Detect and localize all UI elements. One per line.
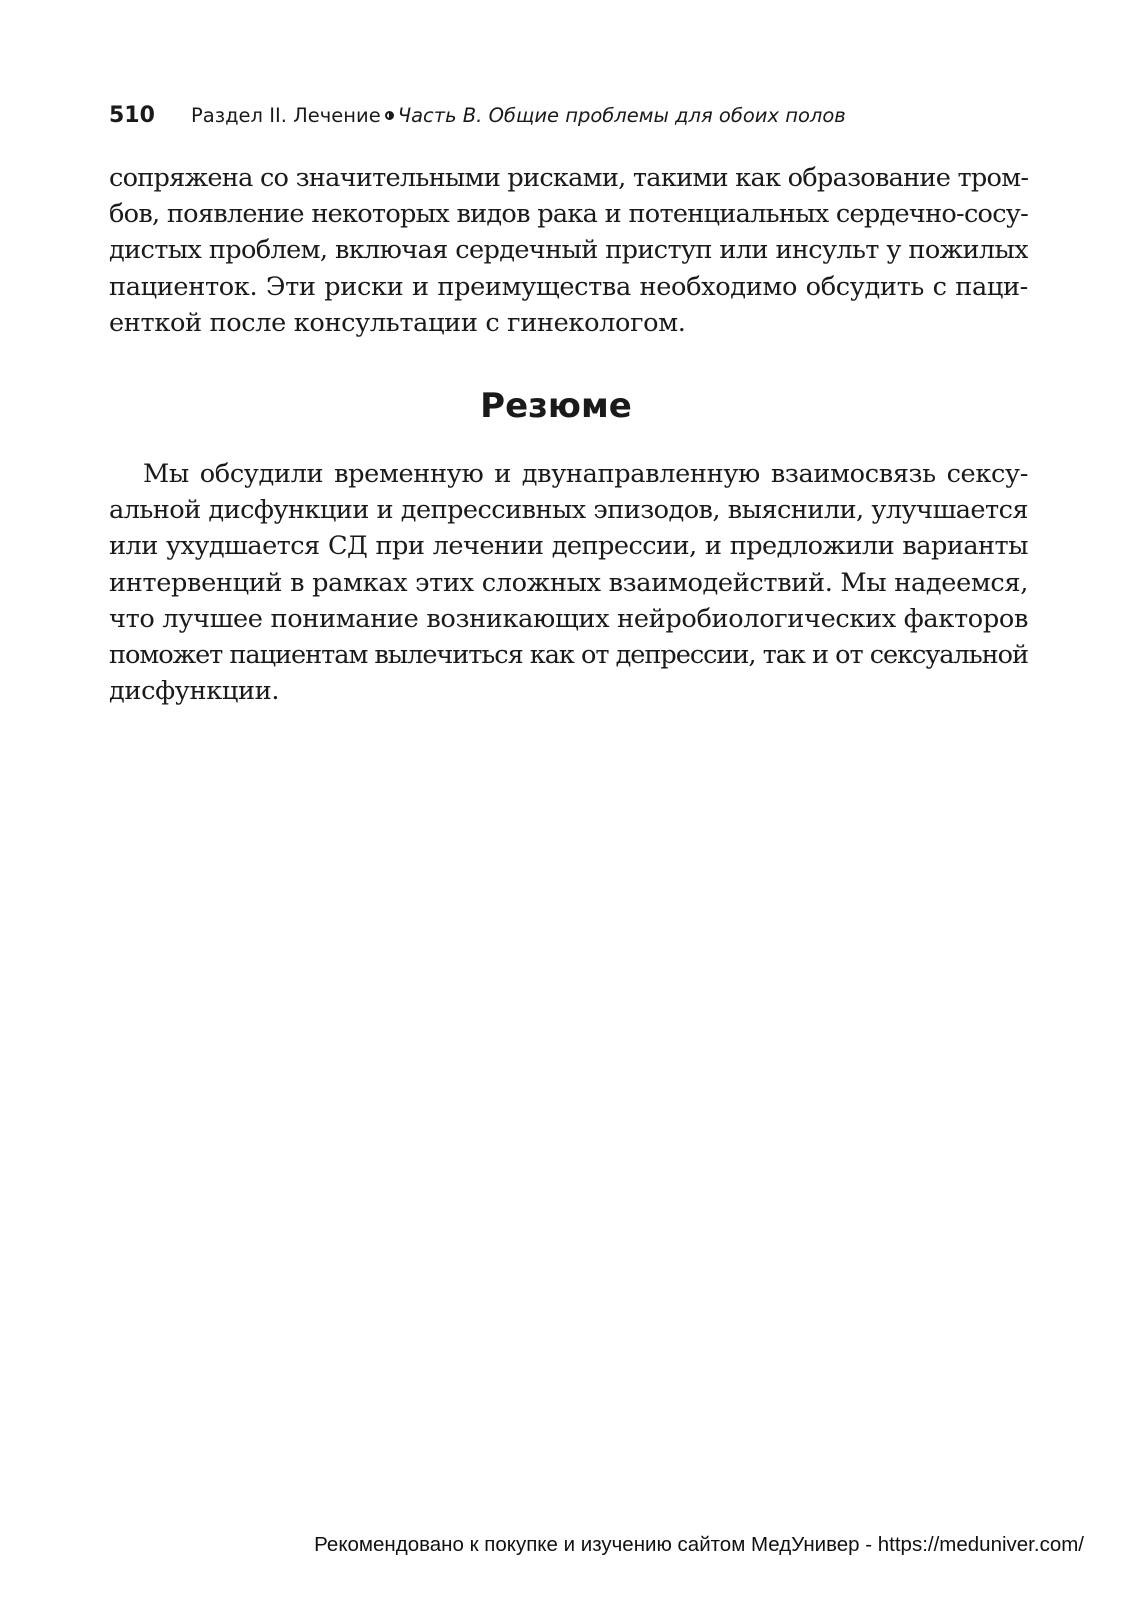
- text-line: дистых проблем, включая сердечный приступ или инсульт у пожилых: [109, 235, 1028, 266]
- text-line: что лучшее понимание возникающих нейробиологических факторов: [109, 603, 1028, 634]
- text-line: Мы обсудили временную и двунаправленную взаимосвязь сексу-: [143, 459, 1028, 489]
- text-line: дисфункции.: [109, 676, 280, 707]
- text-line: пациенток. Эти риски и преимущества необходимо обсудить с паци-: [109, 271, 1028, 302]
- text-line: бов, появление некоторых видов рака и потенциальных сердечно-сосу-: [109, 199, 1028, 230]
- part-label: Часть B. Общие проблемы для обоих полов: [397, 104, 846, 127]
- text-line: поможет пациентам вылечиться как от депрессии, так и от сексуальной: [109, 640, 1028, 671]
- separator-dot-icon: [385, 111, 394, 120]
- text-line: интервенций в рамках этих сложных взаимодействий. Мы надеемся,: [109, 567, 1028, 598]
- footer-note: Рекомендовано к покупке и изучению сайтом МедУнивер - https://meduniver.com/: [314, 1533, 1084, 1556]
- section-label: Раздел II. Лечение: [191, 104, 381, 127]
- text-line: енткой после консультации с гинекологом.: [109, 307, 686, 338]
- summary-paragraph: [109, 456, 1028, 709]
- section-heading: Резюме: [480, 386, 632, 426]
- page-number: 510: [109, 103, 155, 128]
- text-line: сопряжена со значительными рисками, такими как образование тром-: [109, 163, 1028, 193]
- running-head: [109, 101, 1029, 130]
- text-line: альной дисфункции и депрессивных эпизодов, выяснили, улучшается: [109, 495, 1028, 526]
- text-line: или ухудшается СД при лечении депрессии, и предложили варианты: [109, 531, 1028, 562]
- paragraph-continued: [109, 160, 1028, 341]
